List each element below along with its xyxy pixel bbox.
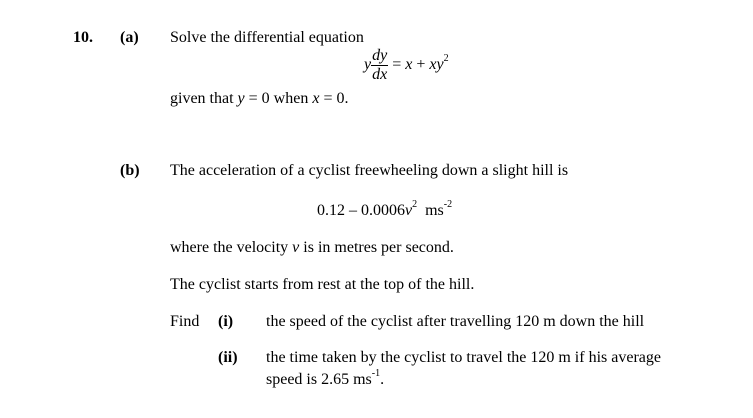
accel-expr: 0.12 – 0.0006 — [317, 202, 405, 219]
eq-lhs-y: y — [364, 56, 372, 74]
sub-i-text: the speed of the cyclist after travelling 120 m down the hill — [266, 313, 645, 330]
velocity-note — [170, 240, 454, 256]
eq-denominator: dx — [372, 66, 388, 83]
accel-var: v — [405, 202, 413, 219]
initial-condition — [170, 91, 348, 107]
condition-end: = 0. — [323, 90, 349, 107]
part-a-label: (a) — [120, 29, 139, 46]
sub-ii-line2-end: . — [380, 371, 385, 388]
accel-unit-exp: -2 — [443, 198, 453, 210]
eq-equals: = — [392, 56, 402, 74]
condition-mid: = 0 when — [248, 90, 309, 107]
sub-ii-line2 — [266, 367, 385, 388]
accel-unit: ms — [425, 202, 444, 219]
eq-plus: + — [416, 56, 426, 74]
condition-x: x — [312, 90, 320, 107]
eq-rhs-xy: xy — [429, 56, 444, 74]
condition-prefix: given that — [170, 90, 234, 107]
acceleration-expression — [317, 198, 453, 219]
condition-y: y — [237, 90, 245, 107]
question-number: 10. — [73, 29, 93, 46]
eq-rhs-x: x — [405, 56, 413, 74]
part-a-instruction: Solve the differential equation — [170, 29, 364, 46]
sub-ii-label: (ii) — [218, 349, 238, 366]
accel-exp: 2 — [412, 198, 418, 210]
sub-i-label: (i) — [218, 313, 234, 330]
sub-ii-line1: the time taken by the cyclist to travel the 120 m if his average — [266, 349, 661, 366]
sub-ii-line2-exp: -1 — [371, 367, 381, 379]
eq-fraction — [371, 48, 388, 83]
part-b-label: (b) — [120, 162, 140, 179]
differential-equation — [364, 48, 449, 83]
part-b-intro: The acceleration of a cyclist freewheeling down a slight hill is — [170, 162, 569, 179]
velocity-pre: where the velocity — [170, 239, 289, 256]
eq-numerator: dy — [372, 47, 388, 64]
velocity-post: is in metres per second. — [303, 239, 454, 256]
find-label: Find — [170, 313, 200, 330]
velocity-var: v — [292, 239, 300, 256]
eq-exponent: 2 — [443, 52, 449, 64]
start-condition: The cyclist starts from rest at the top of the hill. — [170, 276, 475, 293]
sub-ii-line2-pre: speed is 2.65 ms — [266, 371, 372, 388]
